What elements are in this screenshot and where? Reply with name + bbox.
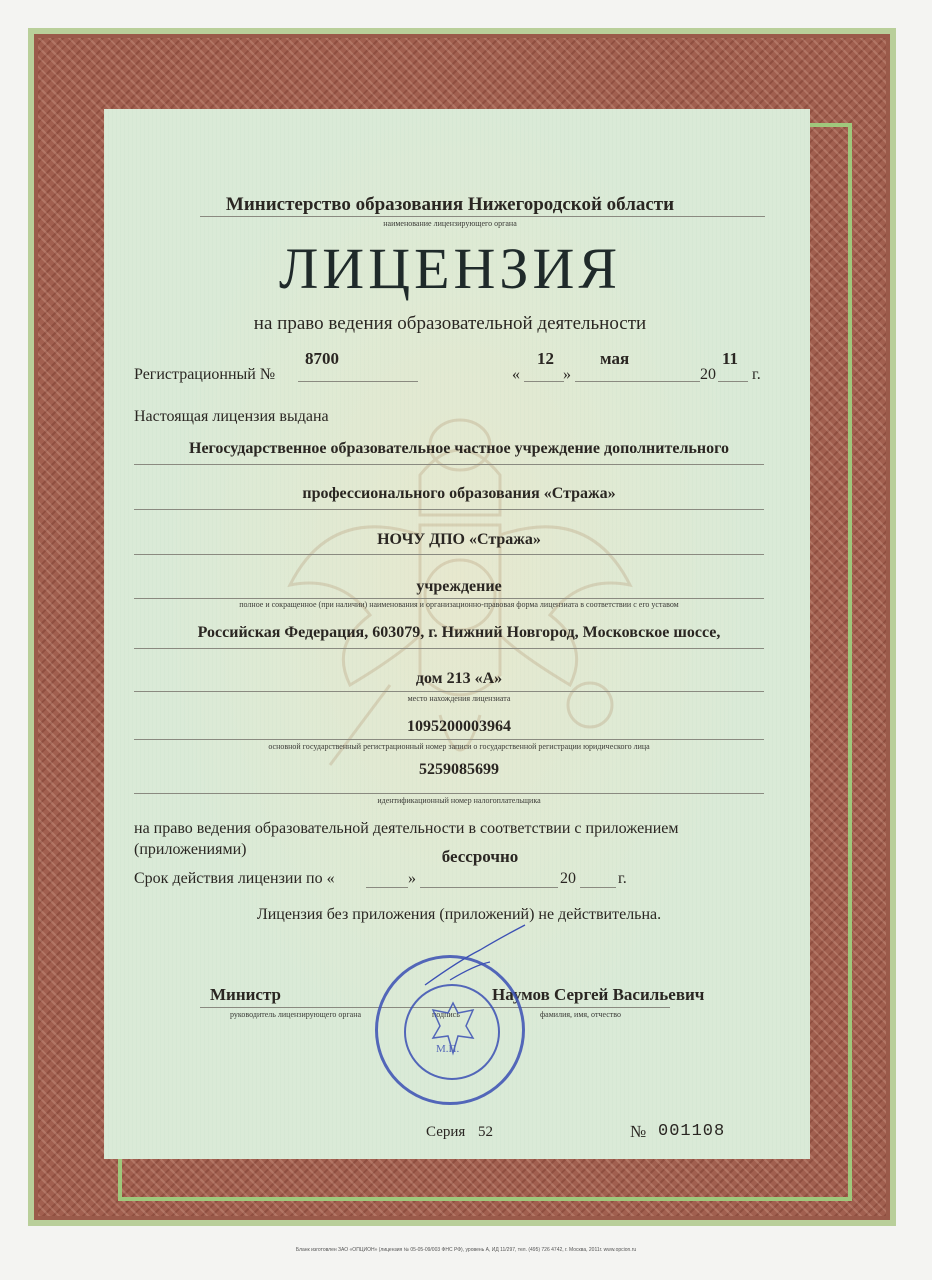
printer-footer: Бланк изготовлен ЗАО «ОПЦИОН» (лицензия № 05-05-09/003 ФНС РФ), уровень А, ИД 11/297, тел. (495) 726 4742, г. Москва, 2011г. www.opcion.ru (295, 1247, 637, 1253)
registration-day-underline (524, 381, 564, 382)
inn-caption: идентификационный номер налогоплательщика (377, 796, 541, 805)
registration-month-underline (575, 381, 700, 382)
validity-year-suffix: г. (618, 870, 627, 887)
series-number: 001108 (658, 1122, 726, 1141)
address-caption: место нахождения лицензиата (407, 694, 511, 703)
licensee-legal-form-underline (134, 598, 764, 599)
document-subtitle: на право ведения образовательной деятельности (253, 313, 647, 334)
address-line2: дом 213 «А» (415, 670, 503, 687)
registration-year-suffix: г. (752, 366, 761, 383)
registration-number: 8700 (305, 349, 339, 368)
signatory-name: Наумов Сергей Васильевич (492, 985, 705, 1004)
signature-caption: подпись (432, 1010, 460, 1019)
inn-underline (134, 793, 764, 794)
address-line2-underline (134, 691, 764, 692)
registration-year-prefix: 20 (700, 366, 716, 383)
licensee-name-caption: полное и сокращенное (при наличии) наименования и организационно-правовая форма лицензиата в соответствии с его уставом (239, 600, 679, 609)
signatory-position: Министр (210, 985, 281, 1004)
official-stamp (375, 955, 525, 1105)
licensee-short-name-underline (134, 554, 764, 555)
address-line1: Российская Федерация, 603079, г. Нижний Новгород, Московское шоссе, (197, 624, 721, 641)
address-line1-underline (134, 648, 764, 649)
ogrn-underline (134, 739, 764, 740)
validity-close-quote: » (408, 870, 416, 887)
signatory-name-caption: фамилия, имя, отчество (540, 1010, 621, 1019)
registration-year: 11 (722, 349, 739, 368)
licensee-short-name: НОЧУ ДПО «Стража» (377, 531, 541, 548)
validity-value: бессрочно (441, 847, 519, 866)
series-label: Серия (426, 1124, 466, 1140)
signatory-position-caption: руководитель лицензирующего органа (230, 1010, 362, 1019)
series-value: 52 (478, 1124, 493, 1140)
inn-value: 5259085699 (419, 761, 499, 778)
licensee-line2-underline (134, 509, 764, 510)
ogrn-value: 1095200003964 (407, 718, 511, 735)
scope-text-line2: (приложениями) (134, 841, 247, 858)
licensee-full-name-line1: Негосударственное образовательное частное учреждение дополнительного (189, 440, 729, 457)
validity-month-underline (420, 887, 558, 888)
series-number-label: № (630, 1122, 647, 1141)
issuer-name: Министерство образования Нижегородской области (225, 194, 675, 215)
licensee-full-name-line2: профессионального образования «Стража» (302, 485, 616, 502)
registration-year-underline (718, 381, 748, 382)
issuer-caption: наименование лицензирующего органа (383, 219, 517, 228)
document-title: ЛИЦЕНЗИЯ (278, 236, 622, 301)
licensee-legal-form: учреждение (416, 578, 502, 595)
registration-day: 12 (537, 349, 554, 368)
validity-year-prefix: 20 (560, 870, 576, 887)
validity-note: Лицензия без приложения (приложений) не действительна. (256, 906, 662, 923)
registration-close-quote: » (563, 366, 571, 383)
registration-open-quote: « (512, 366, 520, 383)
registration-month: мая (600, 349, 630, 368)
issued-to-label: Настоящая лицензия выдана (134, 408, 329, 425)
validity-year-underline (580, 887, 616, 888)
registration-number-underline (298, 381, 418, 382)
licensee-line1-underline (134, 464, 764, 465)
issuer-underline (200, 216, 765, 217)
validity-day-underline (366, 887, 408, 888)
stamp-mp-text: М.П. (436, 1043, 460, 1055)
validity-label: Срок действия лицензии по « (134, 870, 335, 887)
ogrn-caption: основной государственный регистрационный номер записи о государственной регистрации юридического лица (268, 742, 650, 751)
scope-text-line1: на право ведения образовательной деятельности в соответствии с приложением (134, 820, 679, 837)
registration-label: Регистрационный № (134, 366, 276, 383)
